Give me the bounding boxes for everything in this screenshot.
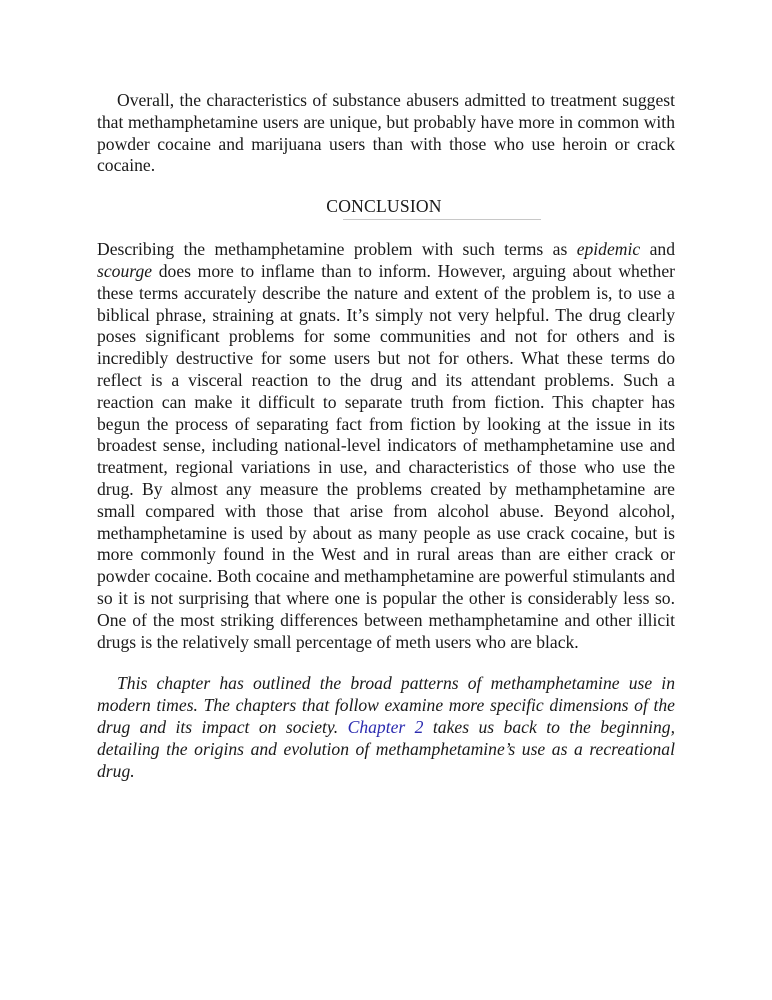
paragraph-gap [97, 653, 675, 673]
page-content [97, 90, 675, 782]
emphasis-scourge: scourge [97, 260, 153, 281]
heading-underline [343, 219, 541, 220]
conclusion-text-2: and [640, 239, 675, 260]
conclusion-text-3: does more to inflame than to inform. However, arguing about whether these terms accurately describe the nature and extent of the problem is, to use a biblical phrase, straining at gnats. It’s simply not very helpful. The drug clearly poses significant problems for some communities and not for others and is incredibly destructive for some users but not for others. What these terms do reflect is a visceral reaction to the drug and its attendant problems. Such a reaction can make it difficult to separate truth from fiction. This chapter has begun the process of separating fact from fiction by looking at the issue in its broadest sense, including national-level indicators of methamphetamine use and treatment, regional variations in use, and characteristics of those who use the drug. By almost any measure the problems created by methamphetamine are small compared with those that arise from alcohol abuse. Beyond alcohol, methamphetamine is used by about as many people as use crack cocaine, but is more commonly found in the West and in rural areas than are either crack or powder cocaine. Both cocaine and methamphetamine are powerful stimulants and so it is not surprising that where one is popular the other is considerably less so. One of the most striking differences between methamphetamine and other illicit drugs is the relatively small percentage of meth users who are black. [97, 260, 675, 652]
emphasis-epidemic: epidemic [576, 239, 641, 260]
conclusion-paragraph [97, 239, 675, 653]
summary-text-2: takes us back to the beginning, detailing the origins and evolution of methamphetamine’s use as a recreational drug. [97, 716, 675, 781]
chapter-2-link[interactable] [348, 717, 424, 737]
chapter-2-link-label: Chapter 2 [347, 716, 424, 737]
summary-paragraph [97, 673, 675, 782]
section-heading-block [97, 195, 675, 239]
section-heading: CONCLUSION [326, 196, 442, 217]
conclusion-text-1: Describing the methamphetamine problem with such terms as [97, 239, 577, 260]
intro-paragraph: Overall, the characteristics of substance abusers admitted to treatment suggest that methamphetamine users are unique, but probably have more in common with powder cocaine and marijuana users than with those who use heroin or crack cocaine. [97, 90, 675, 176]
summary-text-1: This chapter has outlined the broad patterns of methamphetamine use in modern times. The chapters that follow examine more specific dimensions of the drug and its impact on society. [97, 673, 675, 737]
